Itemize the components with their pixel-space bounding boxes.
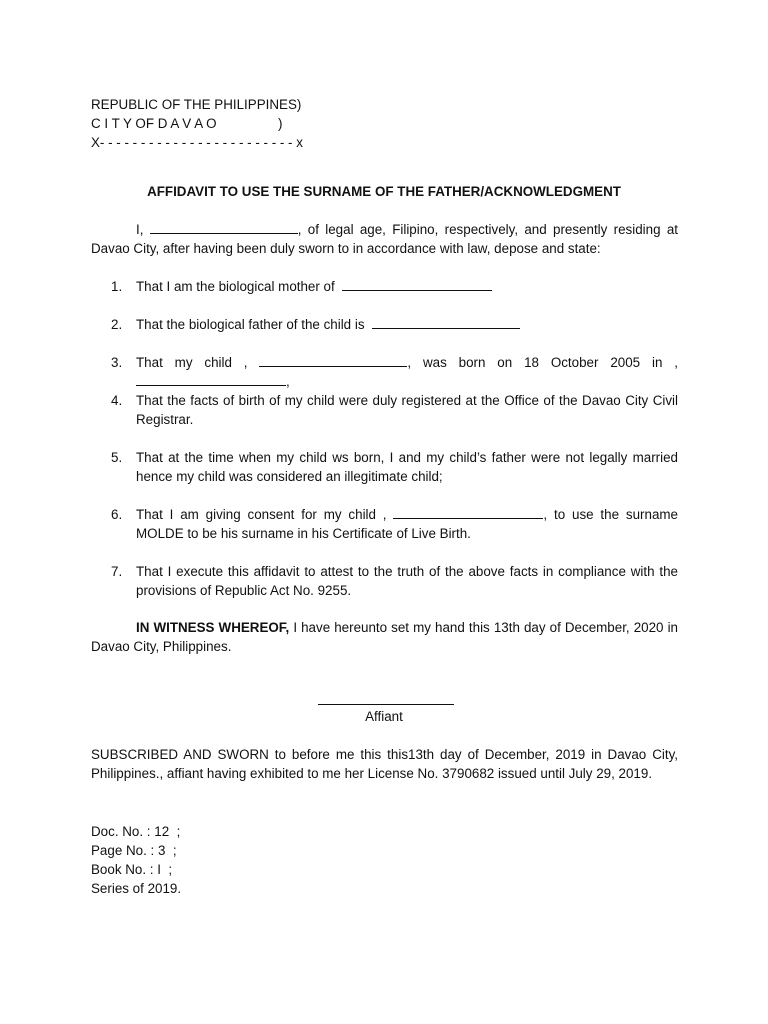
item-6-text-b: , to use the surname MOLDE to be his surname in his Certificate of Live Birth. (136, 507, 678, 541)
witness-rest: I have hereunto set my hand this 13th day of December, 2020 in Davao City, Philippines. (91, 620, 678, 654)
header-venue-line: X- - - - - - - - - - - - - - - - - - - - - - - - x (91, 135, 303, 150)
item-1-text: That I am the biological mother of (136, 279, 335, 294)
witness-paragraph (91, 618, 678, 656)
item-number: 6. (111, 507, 123, 522)
subscribed-paragraph: SUBSCRIBED AND SWORN to before me this this13th day of December, 2019 in Davao City, Philippines., affiant having exhibited to me her License No. 3790682 issued until July 29, 2019. (91, 747, 678, 781)
header-city: C I T Y OF D A V A O (91, 116, 217, 131)
item-number: 4. (111, 393, 123, 408)
intro-paragraph (91, 220, 678, 258)
item-3-text-a: That my child , (136, 355, 248, 370)
name-blank (150, 220, 298, 234)
item-number: 1. (111, 279, 123, 294)
affiant-label: Affiant (365, 709, 403, 724)
item-number: 2. (111, 317, 123, 332)
item-number: 3. (111, 355, 123, 370)
item-text: That at the time when my child ws born, I and my child’s father were not legally married hence my child was considered an illegitimate child; (136, 450, 678, 484)
doc-number: Doc. No. : 12 ; (91, 824, 181, 839)
item-text (136, 505, 678, 543)
item-number: 5. (111, 450, 123, 465)
page-number: Page No. : 3 ; (91, 843, 177, 858)
item-2-text: That the biological father of the child is (136, 317, 365, 332)
item-3-text-b: , was born on 18 October 2005 in , (407, 355, 678, 370)
intro-rest: , of legal age, Filipino, respectively, and presently residing at Davao City, after having been duly sworn to in accordance with law, depose and state: (91, 222, 678, 256)
intro-start: I, (136, 222, 144, 237)
item-text (136, 353, 678, 391)
item-text: That the facts of birth of my child were duly registered at the Office of the Davao City Civil Registrar. (136, 393, 678, 427)
child-name-blank (259, 353, 407, 367)
father-blank (372, 315, 520, 329)
series-year: Series of 2019. (91, 881, 182, 896)
item-text: That I execute this affidavit to attest to the truth of the above facts in compliance with the provisions of Republic Act No. 9255. (136, 564, 678, 598)
book-number: Book No. : I ; (91, 862, 173, 877)
item-3-text-c: , (286, 374, 290, 389)
birthplace-blank (136, 372, 286, 386)
mother-blank (342, 277, 492, 291)
item-6-text-a: That I am giving consent for my child , (136, 507, 387, 522)
item-text (136, 315, 678, 334)
item-number: 7. (111, 564, 123, 579)
witness-bold: IN WITNESS WHEREOF, (136, 620, 290, 635)
document-title: AFFIDAVIT TO USE THE SURNAME OF THE FATHER/ACKNOWLEDGMENT (147, 184, 621, 199)
header-republic: REPUBLIC OF THE PHILIPPINES) (91, 97, 302, 112)
item-text (136, 277, 678, 296)
signature-line (318, 704, 454, 705)
header-city-paren: ) (278, 116, 283, 131)
child-consent-blank (393, 505, 543, 519)
